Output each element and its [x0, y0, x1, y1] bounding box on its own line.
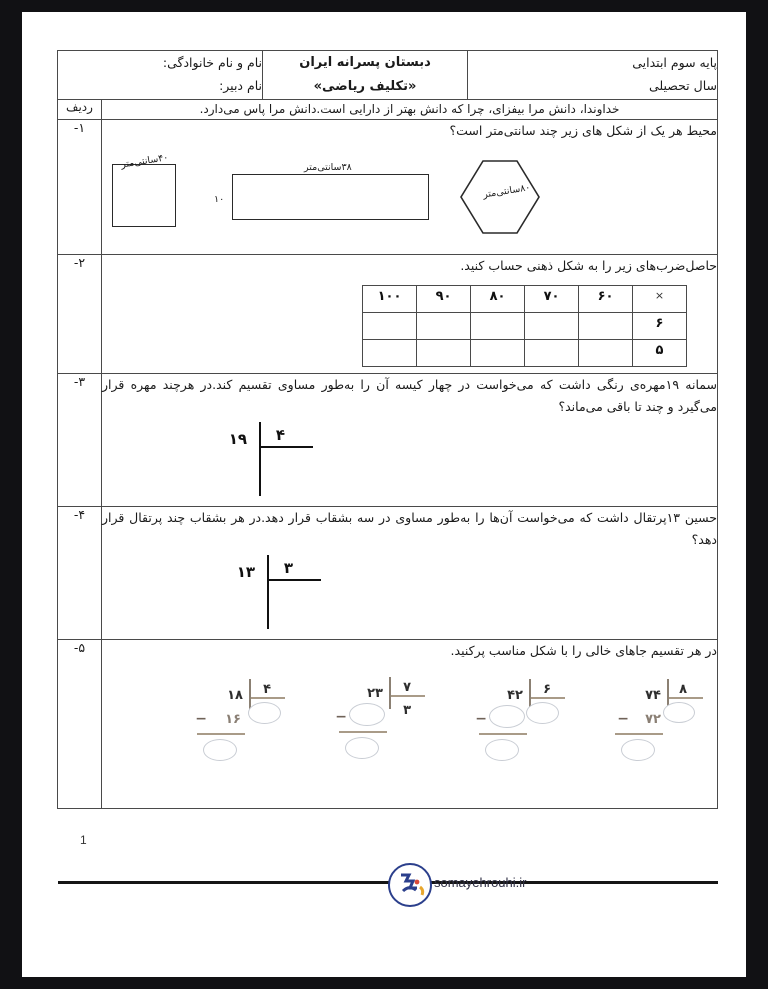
question-row-1: [57, 120, 717, 255]
question-3-division: [102, 420, 717, 506]
rectangle-outline: [232, 174, 429, 220]
mini-subtrahend-blank[interactable]: [349, 703, 385, 726]
academic-year-label: سال تحصیلی: [648, 78, 717, 94]
shape-rectangle: [214, 162, 429, 220]
mini-divisor: ۴: [263, 682, 271, 698]
question-1-shapes: [102, 146, 717, 254]
multiplication-header-row: [363, 286, 687, 313]
division-dividend: ۱۹: [228, 429, 247, 448]
multiplication-col-header: ۹۰: [417, 286, 471, 313]
square-side-label: ۴۰سانتی‌متر: [120, 152, 170, 171]
question-5-number: ۵-: [57, 639, 101, 808]
mini-subtrahend: ۱۶: [225, 712, 241, 728]
multiplication-row: [363, 313, 687, 340]
footer-bar: [58, 855, 718, 911]
mini-subtraction-rule: [339, 731, 387, 733]
mini-subtraction-rule: [197, 733, 245, 735]
teacher-name-label: نام دبیر:: [219, 78, 262, 94]
header-school-cell: [263, 51, 468, 100]
question-row-4: [57, 506, 717, 639]
question-row-3: [57, 374, 717, 507]
question-5-text: در هر تقسیم جاهای خالی را با شکل مناسب پرکنید.: [450, 642, 717, 658]
mini-dividend: ۴۲: [507, 688, 523, 704]
division-divisor: ۳: [283, 558, 293, 577]
mini-division: [563, 669, 703, 787]
multiplication-col-header: ۱۰۰: [363, 286, 417, 313]
question-1-number: ۱-: [57, 120, 101, 255]
mini-quotient-blank[interactable]: [248, 702, 281, 724]
question-1-text: محیط هر یک از شکل های زیر چند سانتی‌متر است؟: [449, 123, 717, 139]
site-url[interactable]: somayehrouhi.ir: [434, 874, 527, 890]
worksheet-sheet: [58, 50, 718, 911]
multiplication-table: [362, 285, 687, 367]
worksheet-page: [22, 12, 746, 977]
mini-divisor: ۸: [679, 682, 687, 698]
question-3-text: سمانه ۱۹مهره‌ی رنگی داشت که می‌خواست در چهار کیسه آن را به‌طور مساوی تقسیم کند.در هرچند مهره قرار می‌گیرد و چند تا باقی می‌ماند؟: [102, 377, 717, 414]
question-5-body: [102, 639, 718, 808]
question-2-text: حاصل‌ضرب‌های زیر را به شکل ذهنی حساب کنید.: [460, 258, 717, 274]
motto-text: خداوندا، دانش مرا بیفزای، چرا که دانش بهتر از دارایی است.دانش مرا پاس می‌دارد.: [102, 100, 718, 120]
header-student-cell: [57, 51, 262, 100]
header-row: [57, 51, 717, 100]
division-horizontal-rule: [267, 579, 321, 582]
question-4-text: حسین ۱۳پرتقال داشت که می‌خواست آن‌ها را به‌طور مساوی در سه بشقاب قرار دهد.در هر بشقاب چند پرتقال قرار دهد؟: [102, 509, 717, 547]
multiplication-row: [363, 340, 687, 367]
page-number-area: [58, 809, 718, 855]
mini-subtraction-rule: [615, 733, 663, 735]
grade-label: پایه سوم ابتدایی: [632, 55, 717, 70]
shape-square: [112, 152, 176, 227]
division-vertical-rule: [267, 555, 270, 629]
mini-remainder-blank[interactable]: [345, 737, 379, 759]
question-5-divisions: [102, 669, 717, 787]
mini-minus-sign: −: [475, 711, 487, 728]
mini-divisor: ۷: [403, 680, 411, 696]
question-1-body: [102, 120, 718, 255]
answer-cell[interactable]: [579, 340, 633, 367]
mini-minus-sign: −: [617, 711, 629, 728]
rectangle-side-label: ۱۰: [214, 194, 225, 206]
mini-remainder-blank[interactable]: [621, 739, 655, 761]
mini-vertical-rule: [389, 677, 391, 709]
answer-cell[interactable]: [363, 313, 417, 340]
header-grade-cell: [468, 51, 718, 100]
mini-minus-sign: −: [195, 711, 207, 728]
school-name: دبستان پسرانه ایران: [299, 55, 431, 70]
site-logo-icon: [388, 863, 432, 907]
answer-cell[interactable]: [471, 313, 525, 340]
answer-cell[interactable]: [417, 313, 471, 340]
mini-dividend: ۷۴: [645, 688, 661, 704]
answer-cell[interactable]: [471, 340, 525, 367]
division-horizontal-rule: [259, 446, 313, 449]
logo-glyph: [394, 865, 430, 901]
question-3-number: ۳-: [57, 374, 101, 507]
mini-subtraction-rule: [479, 733, 527, 735]
division-dividend: ۱۳: [236, 562, 255, 581]
answer-cell[interactable]: [579, 313, 633, 340]
mini-division: [425, 669, 565, 787]
mini-division: [287, 669, 427, 787]
answer-cell[interactable]: [525, 313, 579, 340]
division-vertical-rule: [259, 422, 262, 496]
multiplication-row-header: ۵: [633, 340, 687, 367]
mini-quotient-blank[interactable]: [526, 702, 559, 724]
hexagon-side-label: ۸۰سانتی‌متر: [482, 182, 532, 201]
multiplication-corner-symbol: ×: [633, 286, 687, 313]
mini-remainder-blank[interactable]: [203, 739, 237, 761]
answer-cell[interactable]: [363, 340, 417, 367]
division-divisor: ۴: [275, 425, 285, 444]
mini-minus-sign: −: [335, 709, 347, 726]
question-2-body: [102, 255, 718, 374]
question-4-body: [102, 506, 718, 639]
question-row-5: [57, 639, 717, 808]
question-3-body: [102, 374, 718, 507]
mini-quotient: ۳: [403, 703, 411, 719]
mini-remainder-blank[interactable]: [485, 739, 519, 761]
multiplication-row-header: ۶: [633, 313, 687, 340]
row-header-radif: ردیف: [57, 100, 101, 120]
mini-divisor: ۶: [543, 682, 551, 698]
motto-row: [57, 100, 717, 120]
mini-dividend: ۱۸: [227, 688, 243, 704]
multiplication-col-header: ۸۰: [471, 286, 525, 313]
question-row-2: [57, 255, 717, 374]
rectangle-top-label: ۳۸سانتی‌متر: [304, 162, 352, 174]
question-4-number: ۴-: [57, 506, 101, 639]
multiplication-col-header: ۷۰: [525, 286, 579, 313]
worksheet-title: «تکلیف ریاضی»: [313, 79, 417, 95]
multiplication-col-header: ۶۰: [579, 286, 633, 313]
mini-quotient-blank[interactable]: [663, 702, 695, 723]
mini-dividend: ۲۳: [367, 686, 383, 702]
mini-division: [149, 669, 289, 787]
answer-cell[interactable]: [525, 340, 579, 367]
mini-subtrahend: ۷۲: [645, 712, 661, 728]
page-number: 1: [80, 832, 87, 847]
student-name-label: نام و نام خانوادگی:: [162, 55, 262, 70]
answer-cell[interactable]: [417, 340, 471, 367]
question-2-number: ۲-: [57, 255, 101, 374]
question-4-division: [102, 553, 717, 639]
worksheet-table: [57, 50, 718, 809]
mini-subtrahend-blank[interactable]: [489, 705, 525, 728]
